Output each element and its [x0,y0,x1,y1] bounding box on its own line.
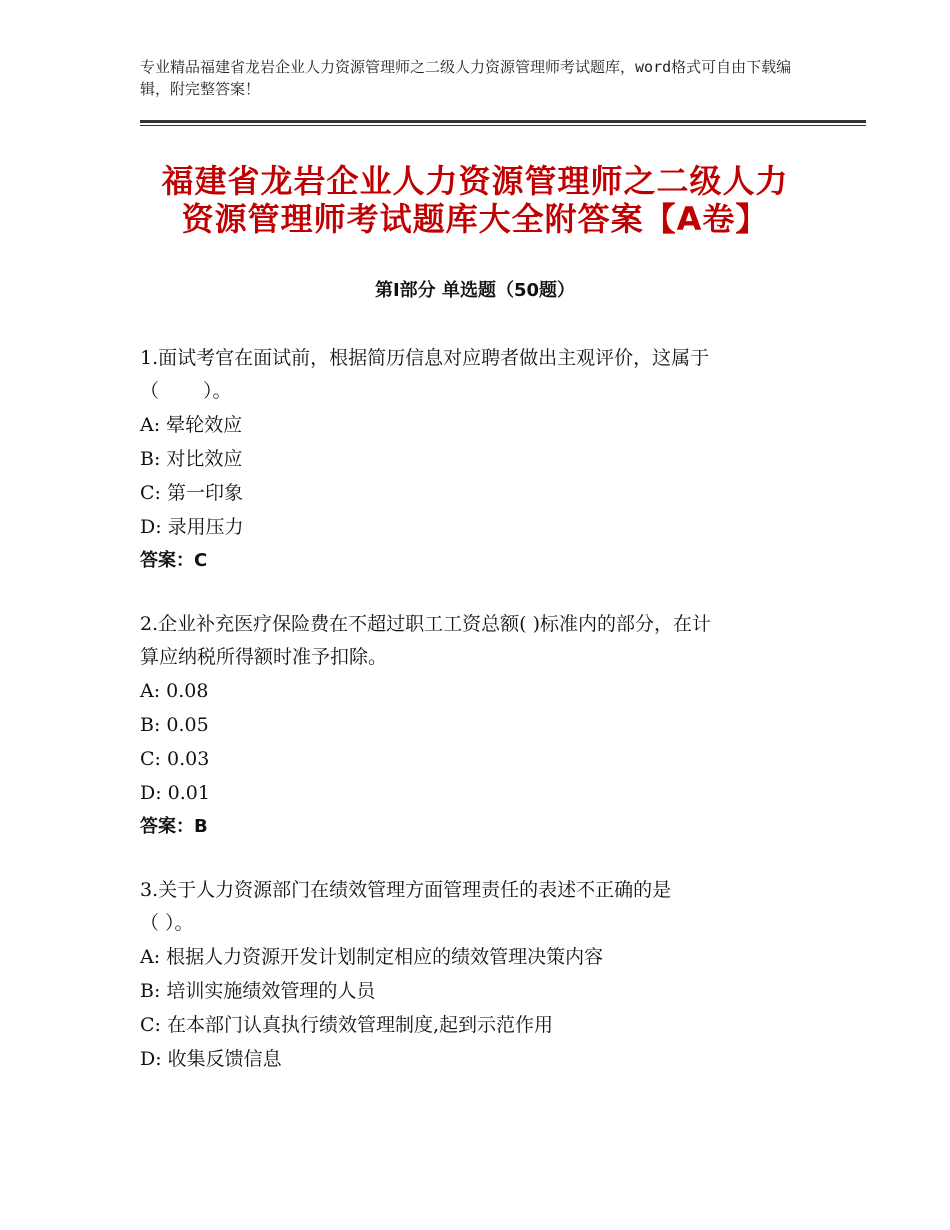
option-d: D: 0.01 [140,782,210,804]
header-rule-thick [140,120,866,123]
option-c: C: 第一印象 [140,482,243,504]
question-1 [140,342,820,578]
header-rule-thin [140,125,866,126]
question-3 [140,874,820,1076]
option-c: C: 0.03 [140,748,210,770]
section-heading: 第Ⅰ部分 单选题（50题） [374,280,575,301]
header-note: 专业精品福建省龙岩企业人力资源管理师之二级人力资源管理师考试题库，word格式可自由下载编辑，附完整答案！ [140,58,792,98]
question-stem-line: 2.企业补充医疗保险费在不超过职工工资总额( )标准内的部分，在计 [140,613,711,635]
question-stem-line: （ ）。 [140,912,194,934]
question-2 [140,608,820,844]
title-line-1: 福建省龙岩企业人力资源管理师之二级人力 [161,162,789,200]
option-c: C: 在本部门认真执行绩效管理制度,起到示范作用 [140,1014,554,1036]
option-d: D: 录用压力 [140,516,244,538]
answer: 答案：C [140,550,208,571]
question-stem-line: 算应纳税所得额时准予扣除。 [140,646,388,668]
question-stem-line: 1.面试考官在面试前，根据简历信息对应聘者做出主观评价，这属于 [140,347,710,369]
option-b: B: 对比效应 [140,448,243,470]
question-stem-line: 3.关于人力资源部门在绩效管理方面管理责任的表述不正确的是 [140,879,672,901]
option-b: B: 培训实施绩效管理的人员 [140,980,376,1002]
option-d: D: 收集反馈信息 [140,1048,282,1070]
option-a: A: 晕轮效应 [140,414,243,436]
option-a: A: 0.08 [140,680,209,702]
document-title [100,162,850,238]
option-b: B: 0.05 [140,714,209,736]
option-a: A: 根据人力资源开发计划制定相应的绩效管理决策内容 [140,946,604,968]
answer: 答案：B [140,816,208,837]
question-list [140,342,820,1106]
title-line-2: 资源管理师考试题库大全附答案【A卷】 [181,200,769,238]
question-stem-line: （ ）。 [140,380,232,402]
